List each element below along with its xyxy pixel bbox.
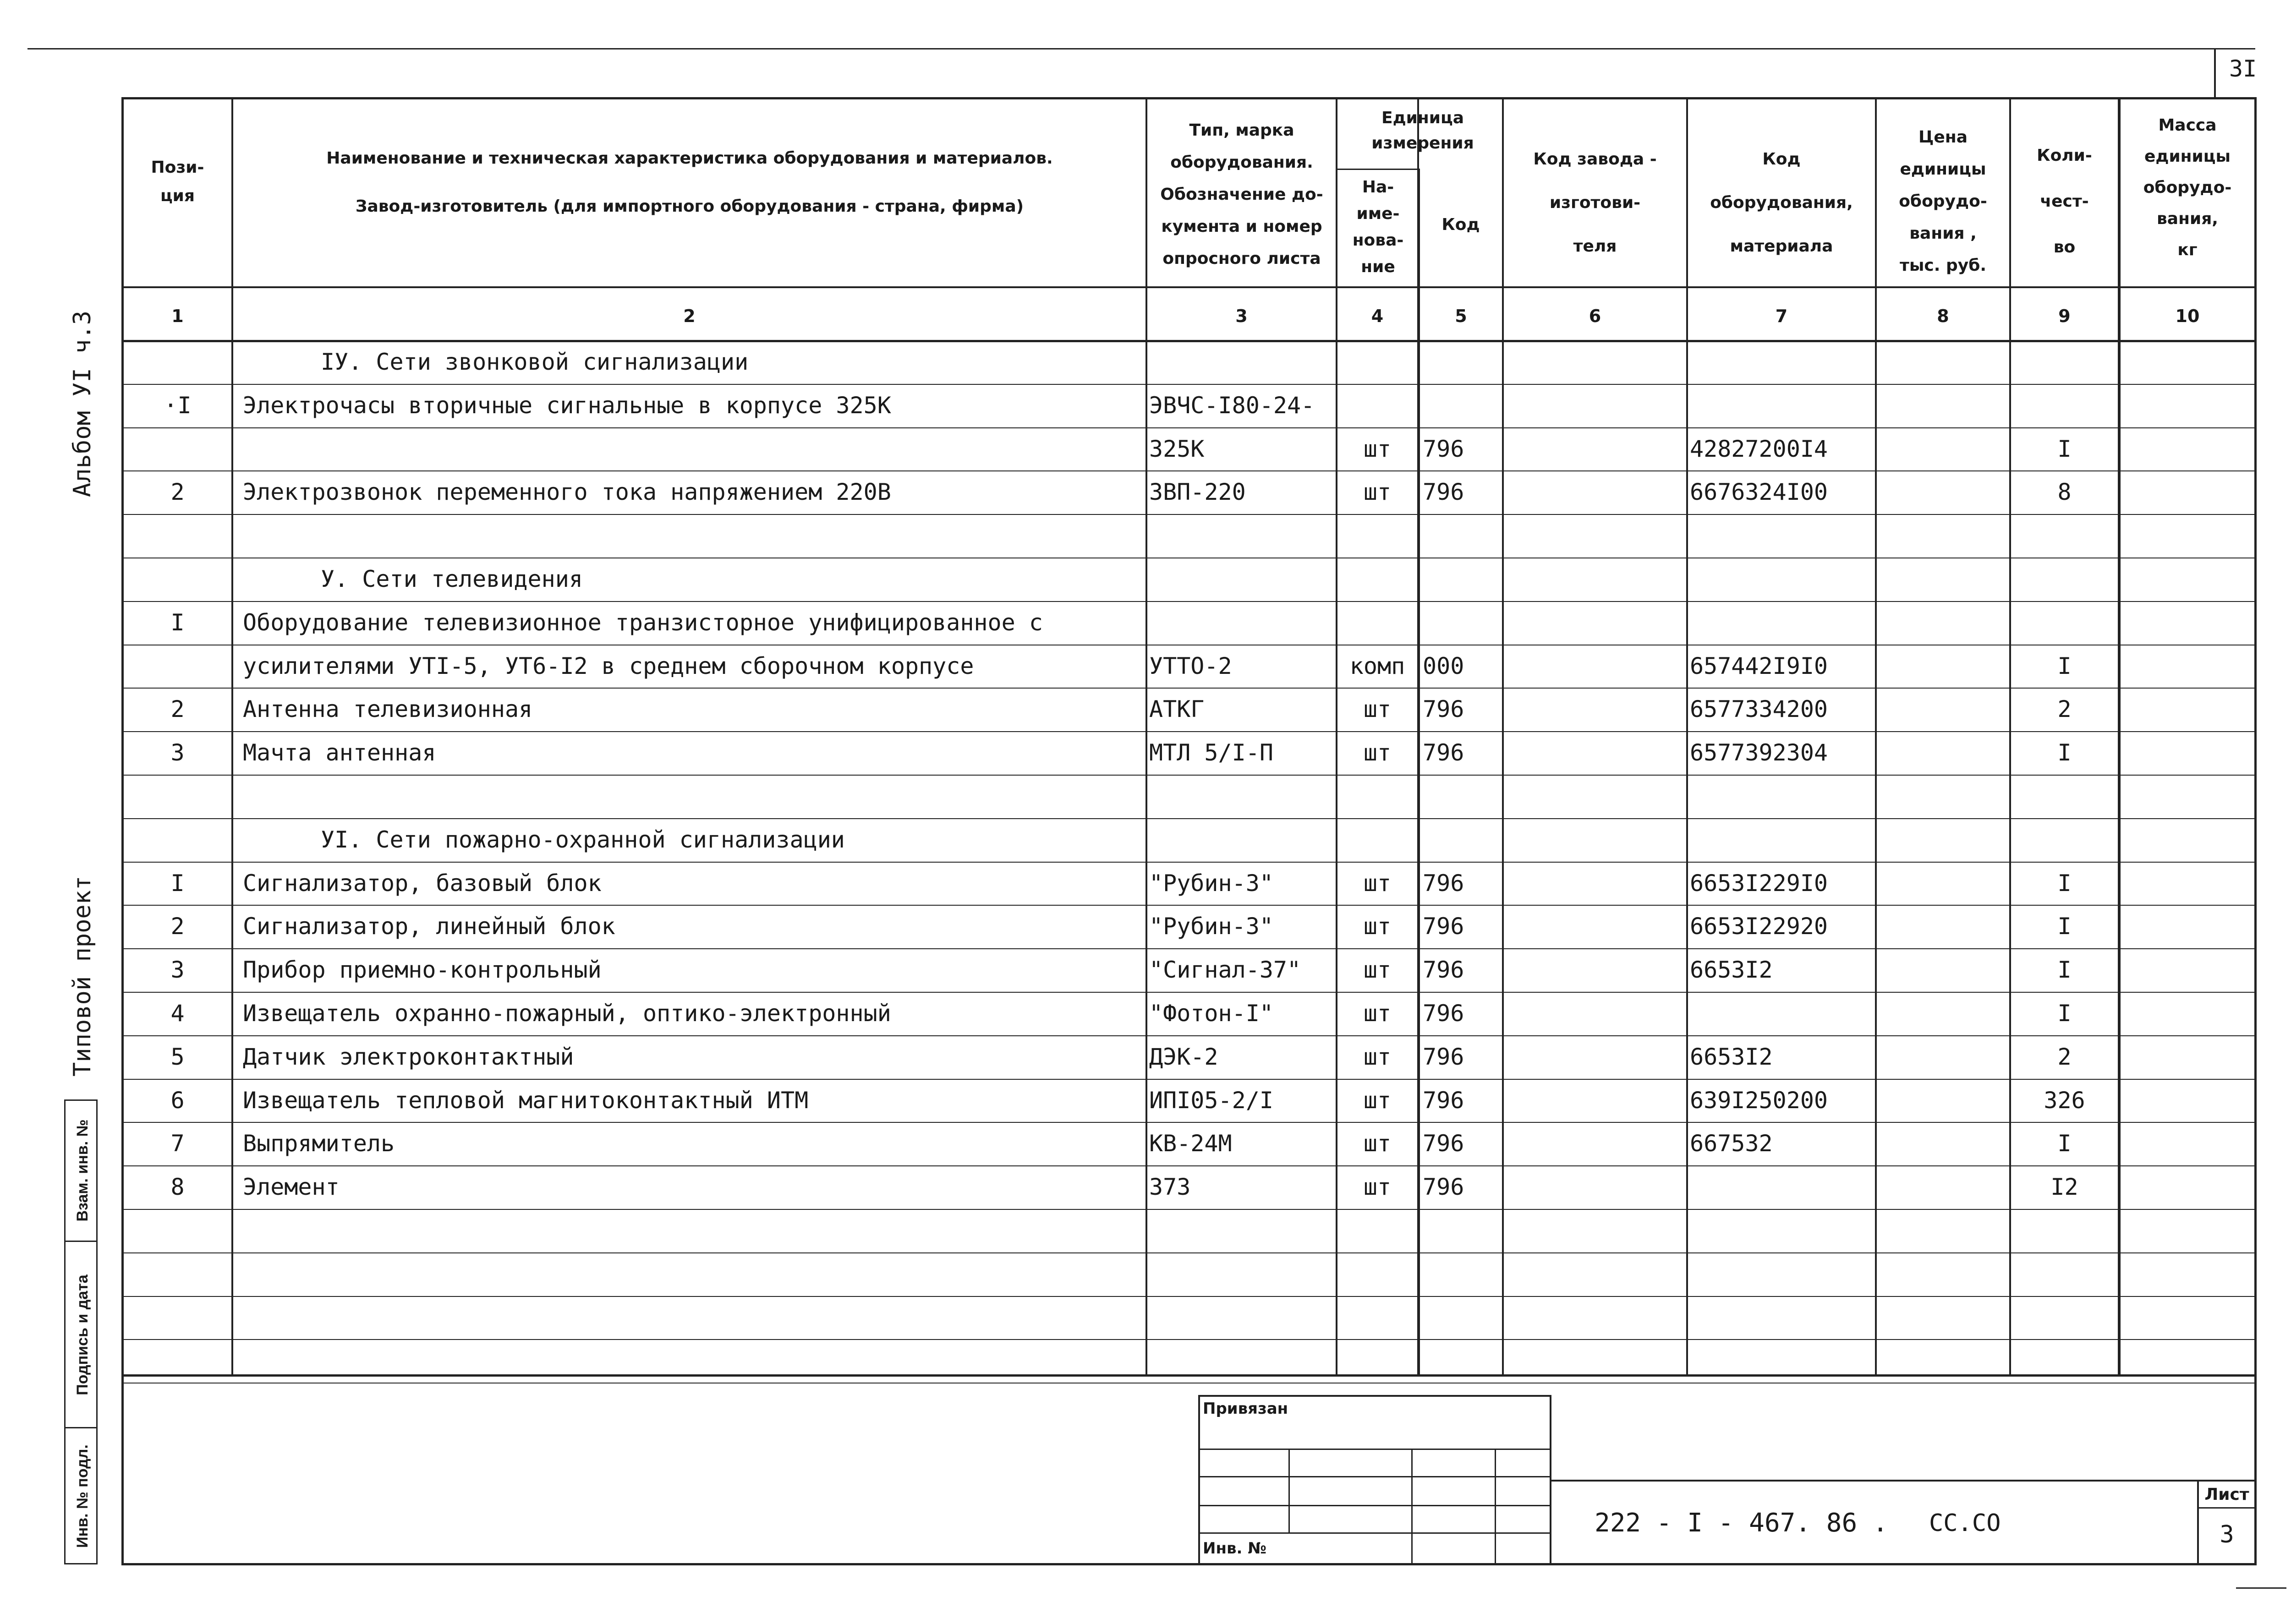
row-unit-name: шт — [1363, 1000, 1392, 1027]
row-type: ЭВЧС-I80-24- — [1149, 392, 1315, 419]
row-name: Электрозвонок переменного тока напряжением 220В — [243, 479, 891, 506]
row-type: 325К — [1149, 435, 1205, 462]
row-unit-code: 796 — [1423, 913, 1464, 940]
row-equipment-code: 667532 — [1690, 1130, 1773, 1157]
row-unit-code: 796 — [1423, 869, 1464, 897]
row-quantity: I — [2057, 739, 2072, 766]
row-position: 2 — [170, 696, 185, 723]
row-name: Прибор приемно-контрольный — [243, 957, 602, 984]
row-quantity: 2 — [2057, 696, 2072, 723]
row-equipment-code: 6653I2 — [1690, 1043, 1773, 1070]
row-quantity: I — [2057, 1000, 2072, 1027]
col-number-6: 6 — [1589, 306, 1601, 326]
row-unit-code: 796 — [1423, 435, 1464, 462]
row-equipment-code: 6676324I00 — [1690, 479, 1828, 506]
row-quantity: I — [2057, 913, 2072, 940]
header-type: Тип, марка оборудования. Обозначение до- кумента и номер опросного листа — [1160, 121, 1323, 268]
row-position: 3 — [170, 957, 185, 984]
project-label: Типовой проект — [69, 875, 96, 1077]
row-unit-name: шт — [1363, 479, 1392, 506]
row-unit-code: 796 — [1423, 957, 1464, 984]
col-number-10: 10 — [2175, 306, 2200, 326]
col-number-5: 5 — [1455, 306, 1467, 326]
row-unit-code: 796 — [1423, 479, 1464, 506]
row-quantity: I — [2057, 869, 2072, 897]
row-equipment-code: 657442I9I0 — [1690, 652, 1828, 679]
col-number-3: 3 — [1235, 306, 1248, 326]
row-type: "Фотон-I" — [1149, 1000, 1273, 1027]
row-position: 5 — [170, 1043, 185, 1070]
row-unit-name: комп — [1349, 652, 1405, 679]
row-name: У. Сети телевидения — [321, 566, 583, 592]
row-equipment-code: 6653I229I0 — [1690, 869, 1828, 897]
row-equipment-code: 639I250200 — [1690, 1087, 1828, 1114]
col-number-4: 4 — [1371, 306, 1384, 326]
row-type: МТЛ 5/I-П — [1149, 739, 1273, 766]
row-name: Выпрямитель — [243, 1130, 395, 1157]
header-equipment-code: Код оборудования, материала — [1710, 150, 1853, 256]
row-unit-code: 796 — [1423, 696, 1464, 723]
row-divider — [121, 1339, 2257, 1340]
header-unit-code: Код — [1441, 215, 1480, 234]
sheet-number-top: 3I — [2229, 55, 2257, 82]
sheet-label: Лист — [2204, 1485, 2249, 1504]
row-type: "Рубин-3" — [1149, 913, 1273, 940]
inventory-label: Инв. № — [1203, 1539, 1267, 1558]
header-mass: Масса единицы оборудо- вания, кг — [2143, 116, 2232, 259]
row-type: АТКГ — [1149, 696, 1205, 723]
header-price: Цена единицы оборудо- вания , тыс. руб. — [1899, 128, 1987, 275]
header-unit: Единица измерения — [1371, 109, 1474, 153]
row-type: ИПI05-2/I — [1149, 1087, 1273, 1114]
row-name: Извещатель охранно-пожарный, оптико-электронный — [243, 1000, 891, 1027]
row-name: Антенна телевизионная — [243, 696, 533, 723]
col-number-2: 2 — [683, 306, 696, 326]
row-type: 373 — [1149, 1174, 1191, 1201]
row-unit-name: шт — [1363, 435, 1392, 462]
row-quantity: I — [2057, 435, 2072, 462]
row-unit-code: 796 — [1423, 1043, 1464, 1070]
row-position: I — [170, 869, 185, 897]
row-position: 2 — [170, 479, 185, 506]
row-name: Элемент — [243, 1174, 340, 1201]
row-name: Извещатель тепловой магнитоконтактный ИТМ — [243, 1087, 809, 1114]
row-quantity: I — [2057, 957, 2072, 984]
row-position: 7 — [170, 1130, 185, 1157]
row-unit-code: 796 — [1423, 1087, 1464, 1114]
row-position: 4 — [170, 1000, 185, 1027]
row-unit-name: шт — [1363, 696, 1392, 723]
row-quantity: 326 — [2044, 1087, 2085, 1114]
stamp-inv-no: Инв. № подл. — [74, 1444, 91, 1548]
row-quantity: I — [2057, 652, 2072, 679]
album-label: Альбом УI ч.3 — [69, 311, 96, 497]
row-position: 2 — [170, 913, 185, 940]
row-type: КВ-24М — [1149, 1130, 1232, 1157]
row-unit-name: шт — [1363, 913, 1392, 940]
row-position: 6 — [170, 1087, 185, 1114]
row-position: I — [170, 609, 185, 636]
col-number-7: 7 — [1775, 306, 1788, 326]
col-number-9: 9 — [2058, 306, 2071, 326]
col-number-1: 1 — [171, 306, 184, 326]
row-type: "Рубин-3" — [1149, 869, 1273, 897]
row-unit-name: шт — [1363, 739, 1392, 766]
col-number-8: 8 — [1937, 306, 1949, 326]
row-equipment-code: 42827200I4 — [1690, 435, 1828, 462]
stamp-signature-date: Подпись и дата — [74, 1274, 91, 1395]
header-name: Наименование и техническая характеристика оборудования и материалов. — [326, 149, 1053, 168]
row-name: Мачта антенная — [243, 739, 436, 766]
row-equipment-code: 6653I2 — [1690, 957, 1773, 984]
row-divider — [121, 1252, 2257, 1253]
row-divider — [121, 1296, 2257, 1297]
row-unit-name: шт — [1363, 869, 1392, 897]
row-divider — [121, 775, 2257, 776]
row-type: УТТО-2 — [1149, 652, 1232, 679]
row-type: ДЭК-2 — [1149, 1043, 1218, 1070]
row-equipment-code: 6653I22920 — [1690, 913, 1828, 940]
row-unit-code: 796 — [1423, 1000, 1464, 1027]
document-code: 222 - I - 467. 86 . — [1595, 1508, 1888, 1538]
row-name: IУ. Сети звонковой сигнализации — [321, 349, 749, 375]
row-quantity: I — [2057, 1130, 2072, 1157]
header-factory-code: Код завода - изготови- теля — [1533, 150, 1657, 256]
row-divider — [121, 1209, 2257, 1210]
document-mark: СС.СО — [1929, 1509, 2001, 1537]
row-name: Датчик электроконтактный — [243, 1043, 574, 1070]
row-quantity: I2 — [2050, 1174, 2078, 1201]
row-unit-name: шт — [1363, 1130, 1392, 1157]
row-unit-name: шт — [1363, 957, 1392, 984]
row-unit-code: 796 — [1423, 1174, 1464, 1201]
row-name: Сигнализатор, базовый блок — [243, 869, 602, 897]
row-type: ЗВП-220 — [1149, 479, 1246, 506]
row-unit-name: шт — [1363, 1174, 1392, 1201]
row-quantity: 2 — [2057, 1043, 2072, 1070]
row-name: усилителями УТI-5, УТ6-I2 в среднем сборочном корпусе — [243, 652, 974, 679]
row-equipment-code: 6577334200 — [1690, 696, 1828, 723]
row-position: 3 — [170, 739, 185, 766]
sheet-value: 3 — [2220, 1521, 2234, 1548]
row-position: ·I — [164, 392, 192, 419]
header-quantity: Коли- чест- во — [2037, 146, 2092, 257]
row-name: Оборудование телевизионное транзисторное унифицированное с — [243, 609, 1043, 636]
row-unit-code: 796 — [1423, 1130, 1464, 1157]
header-position: Пози- ция — [151, 158, 204, 205]
row-unit-code: 000 — [1423, 652, 1464, 679]
row-unit-code: 796 — [1423, 739, 1464, 766]
row-name: Электрочасы вторичные сигнальные в корпусе 325К — [243, 392, 891, 419]
row-unit-name: шт — [1363, 1087, 1392, 1114]
header-unit-name: На- име- нова- ние — [1352, 178, 1404, 276]
row-position: 8 — [170, 1174, 185, 1201]
row-name: Сигнализатор, линейный блок — [243, 913, 615, 940]
row-quantity: 8 — [2057, 479, 2072, 506]
row-equipment-code: 6577392304 — [1690, 739, 1828, 766]
row-divider — [121, 514, 2257, 515]
stamp-replacement-inv: Взам. инв. № — [74, 1119, 91, 1222]
row-type: "Сигнал-37" — [1149, 957, 1301, 984]
header-name-factory: Завод-изготовитель (для импортного оборудования - страна, фирма) — [355, 197, 1024, 216]
bound-label: Привязан — [1203, 1400, 1288, 1418]
row-name: УI. Сети пожарно-охранной сигнализации — [321, 826, 845, 853]
row-unit-name: шт — [1363, 1043, 1392, 1070]
